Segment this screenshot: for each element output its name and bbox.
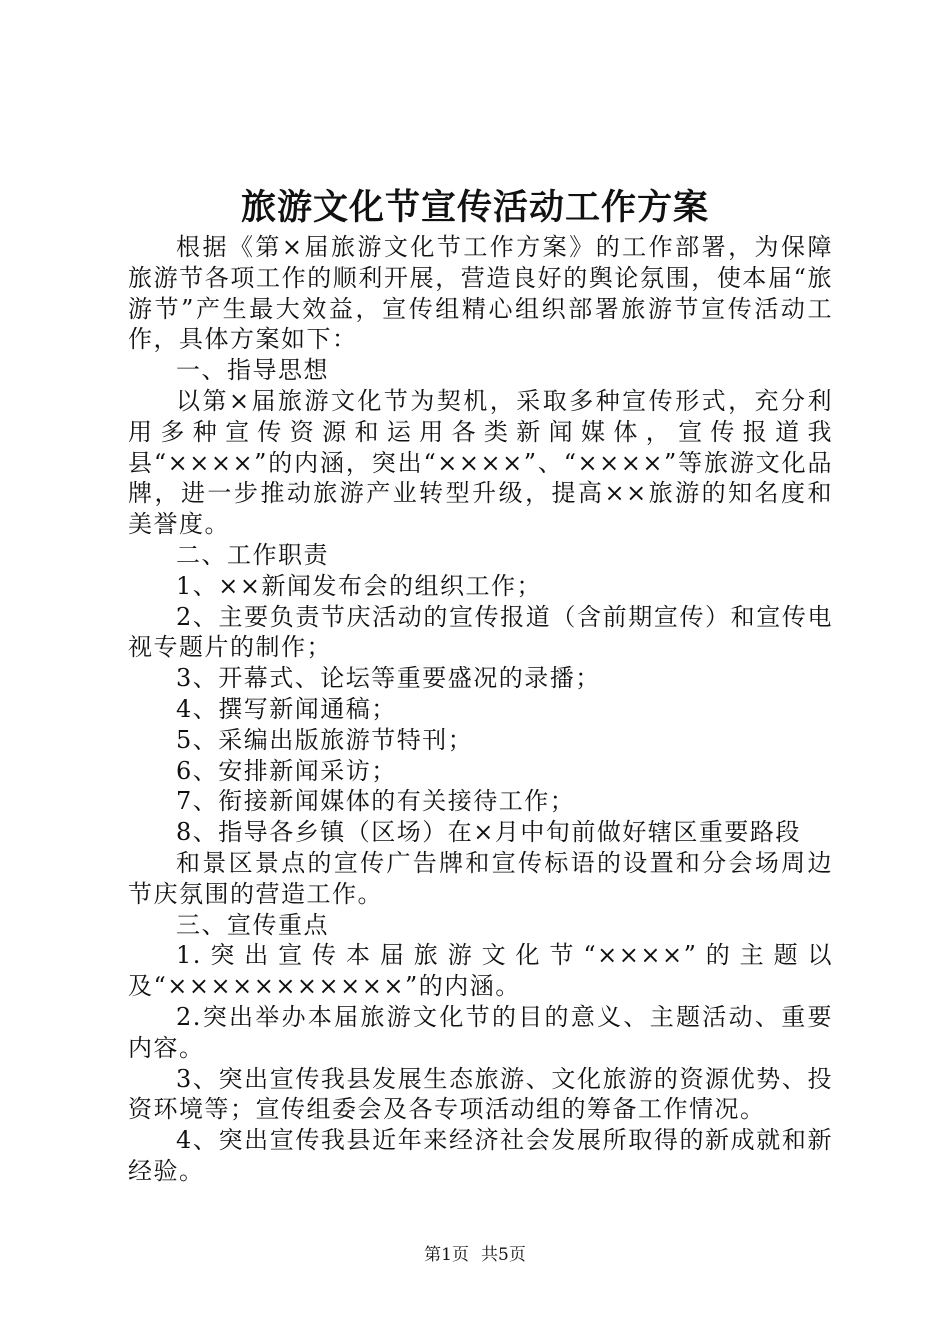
key-point-item: 2.突出举办本届旅游文化节的目的意义、主题活动、重要内容。 bbox=[128, 1002, 833, 1062]
key-point-item: 1.突出宣传本届旅游文化节“××××”的主题以及“×××××××××××”的内涵。 bbox=[128, 941, 833, 1001]
responsibility-item: 5、采编出版旅游节特刊； bbox=[176, 725, 474, 754]
responsibility-item: 7、衔接新闻媒体的有关接待工作； bbox=[176, 787, 576, 816]
section-heading-guiding-thought: 一、指导思想 bbox=[176, 356, 329, 385]
section-paragraph-guiding-thought: 以第×届旅游文化节为契机，采取多种宣传形式，充分利用多种宣传资源和运用各类新闻媒体，宣传报道我县“××××”的内涵，突出“××××”、“××××”等旅游文化品牌，进一步推动旅游产业转型升级，提高××旅游的知名度和美誉度。 bbox=[128, 386, 833, 539]
page-number: 第1页 bbox=[424, 1245, 469, 1265]
document-title: 旅游文化节宣传活动工作方案 bbox=[240, 187, 709, 228]
responsibility-item: 3、开幕式、论坛等重要盛况的录播； bbox=[176, 664, 601, 693]
key-point-item: 3、突出宣传我县发展生态旅游、文化旅游的资源优势、投资环境等；宣传组委会及各专项活动组的筹备工作情况。 bbox=[128, 1064, 833, 1124]
key-point-item: 4、突出宣传我县近年来经济社会发展所取得的新成就和新经验。 bbox=[128, 1126, 833, 1185]
responsibility-item: 2、主要负责节庆活动的宣传报道（含前期宣传）和宣传电视专题片的制作； bbox=[128, 602, 833, 662]
page-total: 共5页 bbox=[481, 1245, 526, 1265]
section-heading-key-points: 三、宣传重点 bbox=[176, 910, 329, 939]
document-body bbox=[128, 232, 833, 1187]
intro-paragraph: 根据《第×届旅游文化节工作方案》的工作部署，为保障旅游节各项工作的顺利开展，营造良好的舆论氛围，使本届“旅游节”产生最大效益，宣传组精心组织部署旅游节宣传活动工作，具体方案如下： bbox=[128, 233, 833, 354]
responsibility-item: 4、撰写新闻通稿； bbox=[176, 694, 397, 723]
page-footer bbox=[0, 1243, 950, 1267]
responsibility-item: 1、××新闻发布会的组织工作； bbox=[176, 571, 542, 600]
section-heading-responsibilities: 二、工作职责 bbox=[176, 540, 329, 569]
responsibility-item-continuation: 和景区景点的宣传广告牌和宣传标语的设置和分会场周边节庆氛围的营造工作。 bbox=[128, 848, 833, 908]
responsibility-item: 6、安排新闻采访； bbox=[176, 756, 397, 785]
responsibility-item: 8、指导各乡镇（区场）在×月中旬前做好辖区重要路段 bbox=[176, 818, 801, 847]
